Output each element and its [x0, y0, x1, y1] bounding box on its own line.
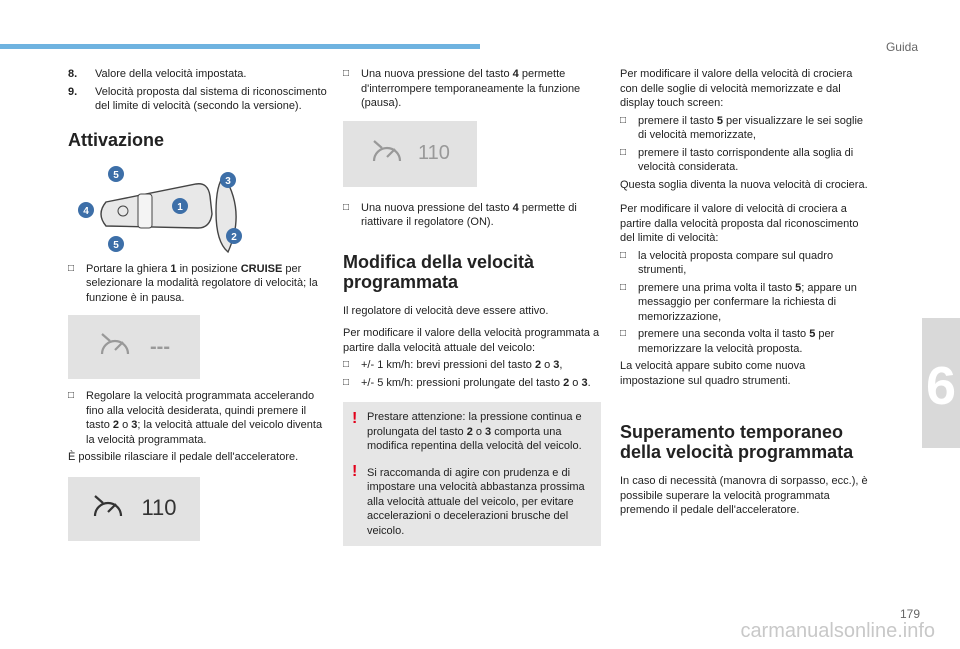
svg-text:4: 4 [83, 205, 89, 217]
note: È possibile rilasciare il pedale dell'acceleratore. [68, 451, 299, 463]
heading-modifica: Modifica della velocità programmata [343, 251, 535, 292]
list-item: 8. Valore della velocità impostata. [68, 68, 247, 80]
top-accent-bar [0, 44, 480, 49]
bullet-item: □ Una nuova pressione del tasto 4 permette d'interrompere temporaneamente la funzione (pausa). [343, 68, 581, 109]
heading-superamento: Superamento temporaneo della velocità programmata [620, 422, 854, 462]
bullet-item: □ premere una seconda volta il tasto 5 per memorizzare la velocità proposta. [620, 328, 835, 355]
column-3 [620, 67, 870, 526]
paragraph: Il regolatore di velocità deve essere attivo. [343, 304, 549, 317]
warning-icon: ! [352, 410, 358, 427]
display-figure-pause [343, 121, 477, 187]
steering-stalk-illustration [76, 162, 246, 254]
svg-text:1: 1 [177, 201, 183, 213]
bullet-item: □ +/- 1 km/h: brevi pressioni del tasto 2 o 3, [343, 359, 563, 371]
speedometer-icon [370, 139, 404, 169]
paragraph: Per modificare il valore di velocità di crociera a partire dalla velocità proposta dal riconoscimento del limite di velocità: [620, 203, 859, 244]
bullet-item: □ la velocità proposta compare sul quadro strumenti, [620, 249, 834, 276]
paragraph: La velocità appare subito come nuova impostazione sul quadro strumenti. [620, 360, 806, 387]
section-title: Guida [885, 40, 918, 54]
chapter-number: 6 [925, 356, 956, 416]
display-figure-active [68, 477, 200, 541]
display-value: 110 [418, 142, 450, 165]
column-2 [343, 67, 601, 558]
display-value: 110 [141, 495, 177, 521]
paragraph: In caso di necessità (manovra di sorpasso, ecc.), è possibile superare la velocità programmata premendo il pedale dell'acceleratore. [620, 475, 868, 516]
paragraph: Per modificare il valore della velocità di crociera con delle soglie di velocità memorizzate e dal display touch screen: [620, 68, 853, 109]
speedometer-icon [98, 332, 132, 362]
warning-box: ! Prestare attenzione: la pressione continua e prolungata del tasto 2 o 3 comporta una modifica repentina della velocità del veicolo. ! Si raccomanda di agire con prudenza e di impostare una velocità abbastanza prossima alla velocità attuale del veicolo, per evitare accelerazioni o decelerazioni brusche del veicolo. [343, 402, 601, 546]
speedometer-icon [91, 494, 125, 524]
bullet-item: □ Una nuova pressione del tasto 4 permette di riattivare il regolatore (ON). [343, 201, 577, 228]
paragraph: Per modificare il valore della velocità programmata a partire dalla velocità attuale del veicolo: [343, 327, 600, 354]
bullet-item: □ Regolare la velocità programmata accelerando fino alla velocità desiderata, quindi premere il tasto 2 o 3; la velocità attuale del veicolo diventa la velocità programmata. [68, 390, 323, 446]
bullet-item: □ premere il tasto corrispondente alla soglia di velocità considerata. [620, 146, 854, 173]
svg-text:2: 2 [231, 231, 237, 243]
display-figure-paused [68, 315, 200, 379]
bullet-item: □ Portare la ghiera 1 in posizione CRUISE per selezionare la modalità regolatore di velocità; la funzione è in pausa. [68, 262, 318, 304]
warning-icon: ! [352, 462, 358, 480]
paragraph: Questa soglia diventa la nuova velocità di crociera. [620, 178, 868, 191]
svg-text:5: 5 [113, 169, 119, 181]
svg-text:5: 5 [113, 239, 119, 251]
column-1 [68, 67, 333, 541]
bullet-item: □ +/- 5 km/h: pressioni prolungate del tasto 2 o 3. [343, 376, 591, 389]
svg-text:3: 3 [225, 175, 231, 187]
display-value: --- [150, 335, 170, 358]
list-item: 9. Velocità proposta dal sistema di riconoscimento del limite di velocità (secondo la versione). [68, 85, 327, 112]
page-number: 179 [899, 607, 920, 621]
watermark: carmanualsonline.info [740, 620, 935, 642]
bullet-item: □ premere il tasto 5 per visualizzare le sei soglie di velocità memorizzate, [620, 114, 864, 141]
bullet-item: □ premere una prima volta il tasto 5; appare un messaggio per confermare la richiesta di memorizzazione, [620, 281, 857, 323]
heading-attivazione: Attivazione [68, 129, 165, 150]
